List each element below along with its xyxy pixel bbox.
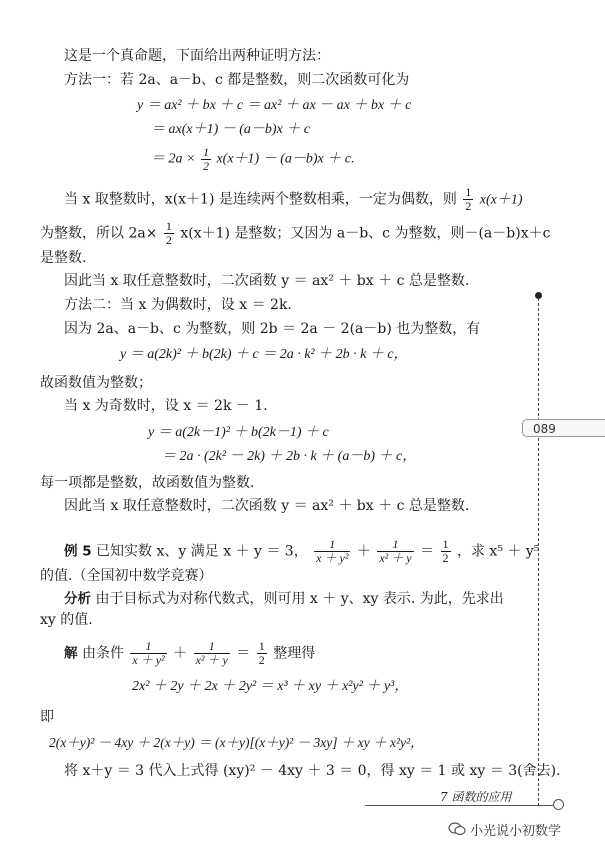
- equation-line: y ＝ a(2k－1)² ＋ b(2k－1) ＋ c: [148, 425, 329, 440]
- equation-line: 2(x＋y)² － 4xy ＋ 2(x＋y) ＝ (x＋y)[(x＋y)² － 3xy] ＋ xy ＋ x²y²，: [49, 735, 424, 750]
- text-line: 是整数.: [40, 250, 87, 266]
- page-number-tab: 089: [522, 419, 605, 437]
- equation-part: x(x＋1) － (a－b)x ＋ c.: [216, 151, 355, 167]
- fraction: $\frac{1}{\text{x² ＋ y}}$: [195, 639, 228, 667]
- text-line: 方法二：当 x 为偶数时，设 x ＝ 2k.: [64, 297, 292, 313]
- equation-line: ＝ ax(x＋1) － (a－b)x ＋ c: [151, 122, 311, 137]
- equation-line: 2x² ＋ 2y ＋ 2x ＋ 2y² ＝ x³ ＋ xy ＋ x²y² ＋ y³，: [132, 679, 409, 694]
- analysis-line: [64, 590, 504, 608]
- text-line: [64, 186, 523, 213]
- equation-line: y ＝ a(2k)² ＋ b(2k) ＋ c ＝ 2a · k² ＋ 2b · k ＋ c，: [120, 347, 408, 362]
- fraction: $\frac{1}{2}$: [442, 537, 449, 565]
- text-part: 由条件: [81, 645, 124, 662]
- fraction: $\frac{1}{\text{x ＋ y²}}$: [132, 639, 165, 667]
- text-line: 因此当 x 取任意整数时，二次函数 y ＝ ax² ＋ bx ＋ c 总是整数.: [64, 273, 470, 289]
- example-line: [64, 538, 539, 565]
- fraction: $\frac{1}{\text{x ＋ y²}}$: [316, 537, 349, 565]
- text-line: 因此当 x 取任意整数时，二次函数 y ＝ ax² ＋ bx ＋ c 总是整数.: [64, 498, 470, 514]
- text-part: ＝: [420, 543, 435, 560]
- analysis-label: 分析: [64, 591, 91, 607]
- fraction: $\frac{1}{\text{x² ＋ y}}$: [379, 537, 412, 565]
- text-line: 即: [40, 709, 54, 725]
- text-line: 的值.（全国初中数学竞赛）: [40, 568, 213, 584]
- equation-line: [151, 146, 354, 173]
- text-line: xy 的值.: [40, 612, 93, 628]
- equation-part: ＝ 2a ×: [151, 151, 196, 167]
- margin-dashed-line: [538, 298, 539, 806]
- text-part: ＝: [236, 645, 251, 662]
- footer-rule: [365, 805, 553, 806]
- footer-circle: [553, 799, 564, 810]
- text-part: 已知实数 x、y 满足 x ＋ y ＝ 3，: [96, 543, 308, 560]
- solution-line: [64, 640, 315, 667]
- text-part: ＋: [356, 543, 371, 560]
- solution-label: 解: [64, 645, 78, 662]
- fraction: $\frac{1}{2}$: [202, 145, 209, 173]
- fraction: $\frac{1}{2}$: [465, 185, 472, 213]
- fraction: $\frac{1}{2}$: [165, 219, 172, 247]
- text-part: ，求 x⁵ ＋ y⁵: [456, 543, 540, 560]
- example-label: 例 5: [64, 543, 92, 560]
- text-line: 因为 2a、a－b、c 为整数，则 2b ＝ 2a － 2(a－b) 也为整数，有: [64, 321, 481, 337]
- text-line: 故函数值为整数；: [40, 375, 152, 391]
- text-part: 当 x 取整数时，x(x＋1) 是连续两个整数相乘，一定为偶数，则: [64, 191, 457, 208]
- equation-line: ＝ 2a · (2k² － 2k) ＋ 2b · k ＋ (a－b) ＋ c，: [162, 449, 417, 464]
- text-part: x(x＋1): [479, 192, 523, 208]
- text-line: 每一项都是整数，故函数值为整数.: [40, 475, 255, 491]
- equation-line: y ＝ ax² ＋ bx ＋ c ＝ ax² ＋ ax － ax ＋ bx ＋ c: [137, 98, 412, 113]
- text-line: 方法一：若 2a、a－b、c 都是整数，则二次函数可化为: [64, 72, 410, 88]
- text-part: 为整数，所以 2a×: [40, 225, 158, 242]
- text-line: 将 x＋y ＝ 3 代入上式得 (xy)² － 4xy ＋ 3 ＝ 0，得 xy ＝ 1 或 xy ＝ 3(舍去).: [64, 763, 561, 779]
- text-part: x(x＋1) 是整数；又因为 a－b、c 为整数，则－(a－b)x＋c: [180, 225, 551, 242]
- text-part: ＋: [173, 645, 188, 662]
- text-line: 这是一个真命题，下面给出两种证明方法：: [64, 48, 330, 64]
- footer-chapter: 7 函数的应用: [440, 790, 512, 804]
- text-line: [40, 220, 550, 247]
- chat-icon: [448, 822, 466, 836]
- text-part: 由于目标式为对称代数式，则可用 x ＋ y、xy 表示. 为此，先求出: [95, 591, 504, 607]
- text-line: 当 x 为奇数时，设 x ＝ 2k － 1.: [64, 398, 268, 414]
- text-part: 整理得: [273, 645, 316, 662]
- watermark: 小光说小初数学: [470, 824, 562, 839]
- fraction: $\frac{1}{2}$: [258, 639, 265, 667]
